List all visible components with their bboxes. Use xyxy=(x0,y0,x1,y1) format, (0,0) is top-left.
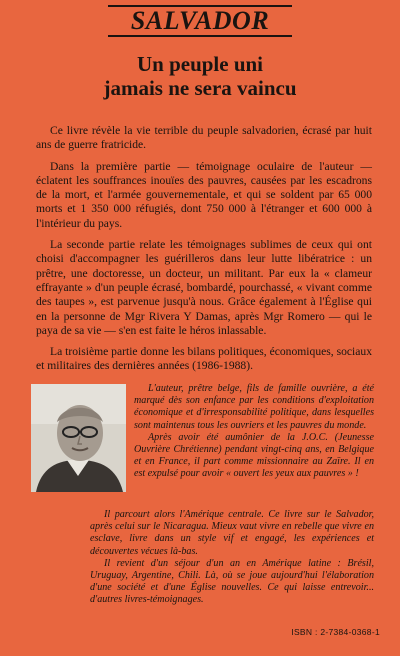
header-rule-bottom xyxy=(108,35,292,37)
author-bio-narrow xyxy=(134,383,374,481)
summary-paragraph: Dans la première partie — témoignage oculaire de l'auteur — éclatent les souffrances inouïes des pauvres, causées par les escadrons de la mort, et l'armée gouvernementale, et qui se soldent par 65 000 morts et 1 350 000 réfugiés, dont 750 000 à l'étranger et 600 000 à l'intérieur du pays. xyxy=(36,159,372,230)
isbn-label: ISBN : 2-7384-0368-1 xyxy=(291,627,380,637)
author-photo xyxy=(31,384,126,492)
summary-paragraph: La seconde partie relate les témoignages sublimes de ceux qui ont choisi d'accompagner les guérilleros dans leur lutte libératrice : un prêtre, une doctoresse, un docteur, un militant. Par eux la « clameur effrayante » d'un peuple écrasé, bombardé, pourchassé, « vivant comme des taupes », est parvenue jusqu'à nous. Grâce également à l'Église qui en la personne de Mgr Rivera Y Damas, après Mgr Romero — qui le paya de sa vie — s'en est faite le héros inlassable. xyxy=(36,238,372,337)
book-summary xyxy=(36,124,372,381)
bio-paragraph: Il revient d'un séjour d'un an en Amérique latine : Brésil, Uruguay, Argentine, Chili. Là, où se joue aujourd'hui l'élaboration d'une société et d'une Église nouvelles. Ce qui laisse entrevoir... d'autres livres-témoignages. xyxy=(90,557,374,606)
bio-paragraph: Après avoir été aumônier de la J.O.C. (Jeunesse Ouvrière Chrétienne) pendant vingt-cinq ans, en Belgique et en France, il part comme missionnaire au Zaïre. Il en est expulsé pour avoir « ouvert les yeux aux pauvres » ! xyxy=(134,431,374,480)
book-title-line-1: Un peuple uni xyxy=(136,52,264,76)
summary-paragraph: La troisième partie donne les bilans politiques, économiques, sociaux et militaires des dernières années (1986-1988). xyxy=(36,345,372,373)
author-bio-wide xyxy=(90,509,374,607)
book-title-line-2: jamais ne sera vaincu xyxy=(103,76,297,100)
series-title: SALVADOR xyxy=(130,6,270,35)
bio-paragraph: L'auteur, prêtre belge, fils de famille ouvrière, a été marqué dès son enfance par les conditions d'exploitation économique et d'irresponsabilité politique, dans lesquelles sont maintenus tous les ouvriers et les pauvres du monde. xyxy=(134,383,374,431)
book-title xyxy=(0,52,400,100)
bio-paragraph: Il parcourt alors l'Amérique centrale. Ce livre sur le Salvador, après celui sur le Nicaragua. Mieux vaut vivre en rebelle que vivre en esclave, livre dans un style vif et engagé, les expériences et découvertes vécues là-bas. xyxy=(90,509,374,557)
author-portrait-icon xyxy=(31,384,126,492)
summary-paragraph: Ce livre révèle la vie terrible du peuple salvadorien, écrasé par huit ans de guerre fratricide. xyxy=(36,124,372,152)
